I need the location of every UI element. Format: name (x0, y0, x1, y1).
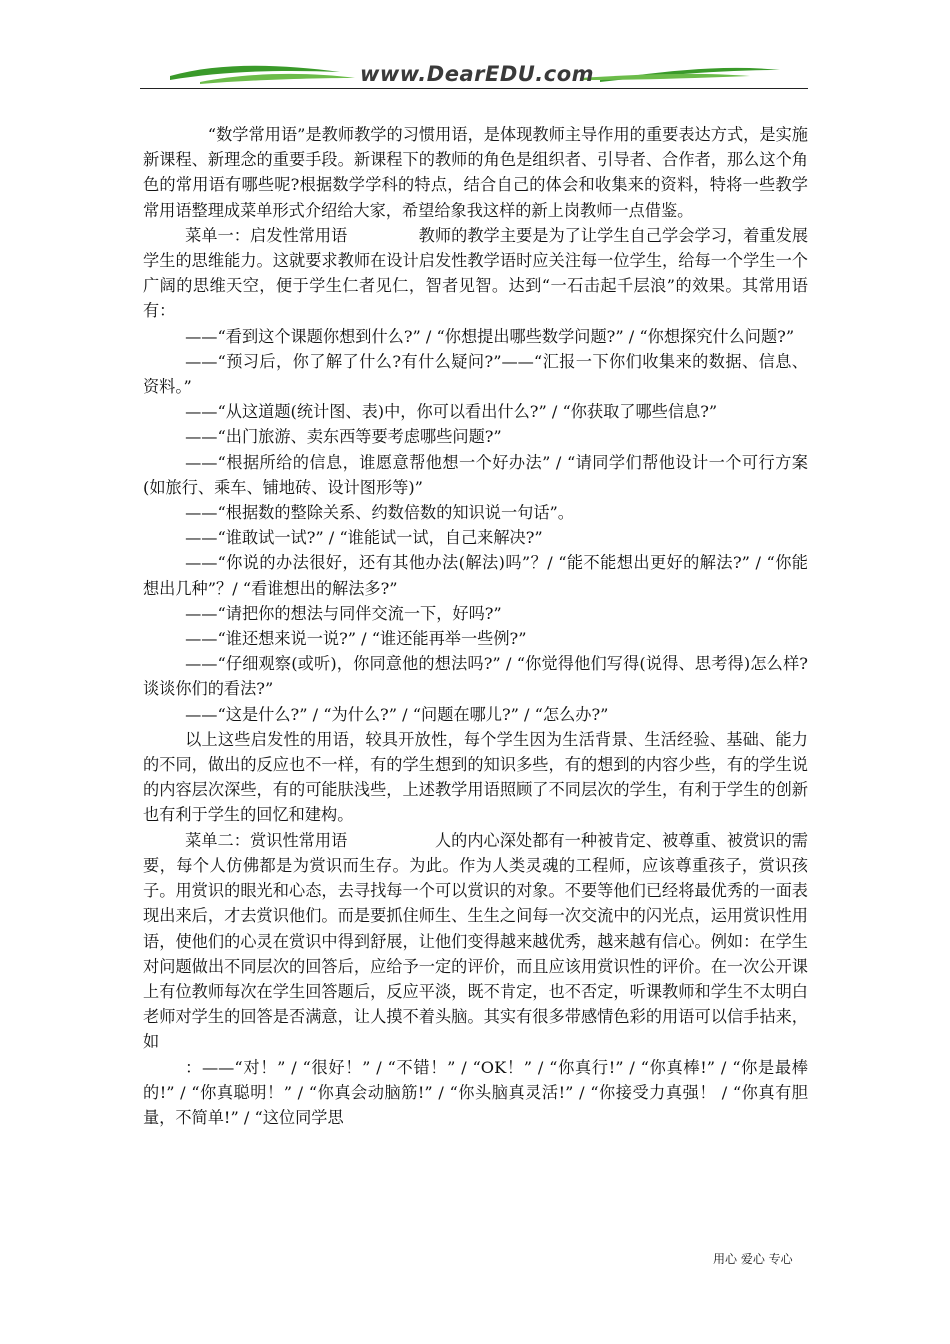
phrase-line: ——“这是什么?” / “为什么?” / “问题在哪儿?” / “怎么办?” (185, 704, 609, 724)
menu2-title: 菜单二：赏识性常用语 (185, 830, 348, 850)
menu1-body: 教师的教学主要是为了让学生自己学会学习，着重发展学生的思维能力。这就要求教师在设计启发性教学语时应关注每一位学生，给每一个学生一个广阔的思维天空，便于学生仁者见仁，智者见智。达到“一石击起千层浪”的效果。其常用语有： (143, 225, 809, 321)
menu1-title: 菜单一：启发性常用语 (185, 225, 348, 245)
right-swoosh-underline (580, 74, 750, 80)
intro-paragraph: “数学常用语”是教师教学的习惯用语，是体现教师主导作用的重要表达方式，是实施新课程、新理念的重要手段。新课程下的教师的角色是组织者、引导者、合作者，那么这个角色的常用语有哪些呢?根据数学学科的特点，结合自己的体会和收集来的资料，特将一些教学常用语整理成菜单形式介绍给大家，希望给象我这样的新上岗教师一点借鉴。 (143, 125, 808, 220)
document-body (143, 122, 808, 1130)
menu2-body: 人的内心深处都有一种被肯定、被尊重、被赏识的需要，每个人仿佛都是为赏识而生存。为此。作为人类灵魂的工程师，应该尊重孩子，赏识孩子。用赏识的眼光和心态，去寻找每一个可以赏识的对象。不要等他们已经将最优秀的一面表现出来后，才去赏识他们。而是要抓住师生、生生之间每一次交流中的闪光点，运用赏识性用语，使他们的心灵在赏识中得到舒展，让他们变得越来越优秀，越来越有信心。例如：在学生对问题做出不同层次的回答后，应给予一定的评价，而且应该用赏识性的评价。在一次公开课上有位教师每次在学生回答题后，反应平淡，既不肯定，也不否定，听课教师和学生不太明白老师对学生的回答是否满意，让人摸不着头脑。其实有很多带感情色彩的用语可以信手拈来，如 (143, 830, 808, 1052)
phrase-line: ——“出门旅游、卖东西等要考虑哪些问题?” (185, 427, 502, 447)
praise-phrases: ：——“对！” / “很好！” / “不错！” / “OK！” / “你真行!” / “你真棒!” / “你是最棒的!” / “你真聪明！” / “你真会动脑筋!” / “你头脑真灵活!” / “你接受力真强！ / “你真有胆量，不简单!” / “这位同学思 (143, 1057, 808, 1127)
phrase-line: ——“请把你的想法与同伴交流一下，好吗?” (185, 603, 502, 623)
phrase-line: ——“你说的办法很好，还有其他办法(解法)吗”？/ “能不能想出更好的解法?” / “你能想出几种”？/ “看谁想出的解法多?” (143, 553, 808, 598)
page-footer: 用心 爱心 专心 (713, 1252, 793, 1266)
phrase-line: ——“预习后，你了解了什么?有什么疑问?”——“汇报一下你们收集来的数据、信息、资料。” (143, 351, 808, 397)
summary-paragraph: 以上这些启发性的用语，较具开放性，每个学生因为生活背景、生活经验、基础、能力的不同，做出的反应也不一样，有的学生想到的知识多些，有的想到的内容少些，有的学生说的内容层次深些，有的可能肤浅些，上述教学用语照顾了不同层次的学生，有利于学生的创新也有利于学生的回忆和建构。 (143, 729, 808, 825)
phrase-line: ——“根据数的整除关系、约数倍数的知识说一句话”。 (185, 503, 574, 523)
phrase-line: ——“从这道题(统计图、表)中，你可以看出什么?” / “你获取了哪些信息?” (185, 402, 718, 422)
phrase-line: ——“根据所给的信息，谁愿意帮他想一个好办法” / “请同学们帮他设计一个可行方案(如旅行、乘车、铺地砖、设计图形等)” (143, 452, 808, 497)
phrase-line: ——“看到这个课题你想到什么?” / “你想提出哪些数学问题?” / “你想探究什么问题?” (185, 326, 795, 346)
menu2-paragraph (143, 828, 808, 1055)
site-logo-text: www.DearEDU.com (359, 62, 595, 86)
phrase-line: ——“谁还想来说一说?” / “谁还能再举一些例?” (185, 629, 527, 649)
header-divider (140, 88, 808, 89)
menu1-paragraph (143, 223, 808, 324)
left-swoosh-underline (200, 74, 355, 84)
phrase-line: ——“仔细观察(或听)，你同意他的想法吗?” / “你觉得他们写得(说得、思考得)怎么样?谈谈你们的看法?” (143, 654, 808, 699)
phrase-line: ——“谁敢试一试?” / “谁能试一试，自己来解决?” (185, 528, 543, 548)
